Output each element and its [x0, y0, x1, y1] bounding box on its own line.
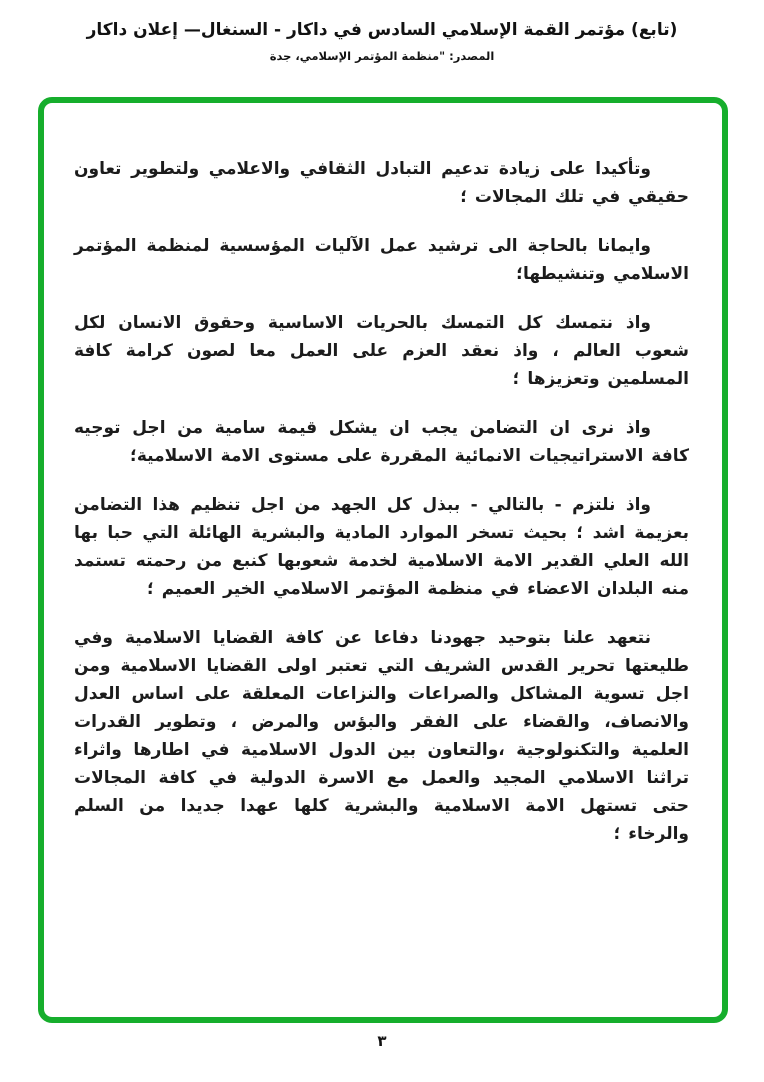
green-border-frame	[38, 97, 728, 1023]
document-paragraph: وتأكيدا على زيادة تدعيم التبادل الثقافي والاعلامي ولتطوير تعاون حقيقي في تلك المجالات ؛	[74, 159, 689, 207]
document-paragraph: نتعهد علنا بتوحيد جهودنا دفاعا عن كافة القضايا الاسلامية وفي طليعتها تحرير القدس الشريف التي تعتبر اولى القضايا الاسلامية ومن اجل تسوية المشاكل والصراعات والنزاعات المعلقة على اساس العدل والانصاف، والقضاء على الفقر والبؤس والمرض ، وتطوير القدرات العلمية والتكنولوجية ،والتعاون بين الدول الاسلامية في اطارها واثراء تراثنا الاسلامي المجيد والعمل مع الاسرة الدولية في كافة المجالات حتى تستهل الامة الاسلامية والبشرية كلها عهدا جديدا من السلم والرخاء ؛	[74, 628, 689, 844]
page-number: ٣	[377, 1032, 387, 1050]
document-text-block	[44, 103, 722, 848]
document-paragraph: واذ نرى ان التضامن يجب ان يشكل قيمة سامية من اجل توجيه كافة الاستراتيجيات الانمائية المقررة على مستوى الامة الاسلامية؛	[74, 418, 689, 466]
document-paragraph: واذ نتمسك كل التمسك بالحريات الاساسية وحقوق الانسان لكل شعوب العالم ، واذ نعقد العزم على العمل معا لصون كرامة كافة المسلمين وتعزيزها ؛	[74, 313, 689, 389]
document-paragraph: واذ نلتزم - بالتالي - ببذل كل الجهد من اجل تنظيم هذا التضامن بعزيمة اشد ؛ بحيث تسخر الموارد المادية والبشرية الهائلة التي حبا بها الله العلي القدير الامة الاسلامية لخدمة شعوبها كنبع من رحمته تستمد منه البلدان الاعضاء في منظمة المؤتمر الاسلامي الخير العميم ؛	[74, 495, 689, 599]
document-paragraph: وايمانا بالحاجة الى ترشيد عمل الآليات المؤسسية لمنظمة المؤتمر الاسلامي وتنشيطها؛	[74, 236, 689, 284]
page-header	[0, 20, 764, 63]
document-title: (تابع) مؤتمر القمة الإسلامي السادس في داكار - السنغال— إعلان داكار	[86, 20, 678, 40]
document-source-line: المصدر: "منظمة المؤتمر الإسلامي، جدة	[269, 49, 495, 63]
